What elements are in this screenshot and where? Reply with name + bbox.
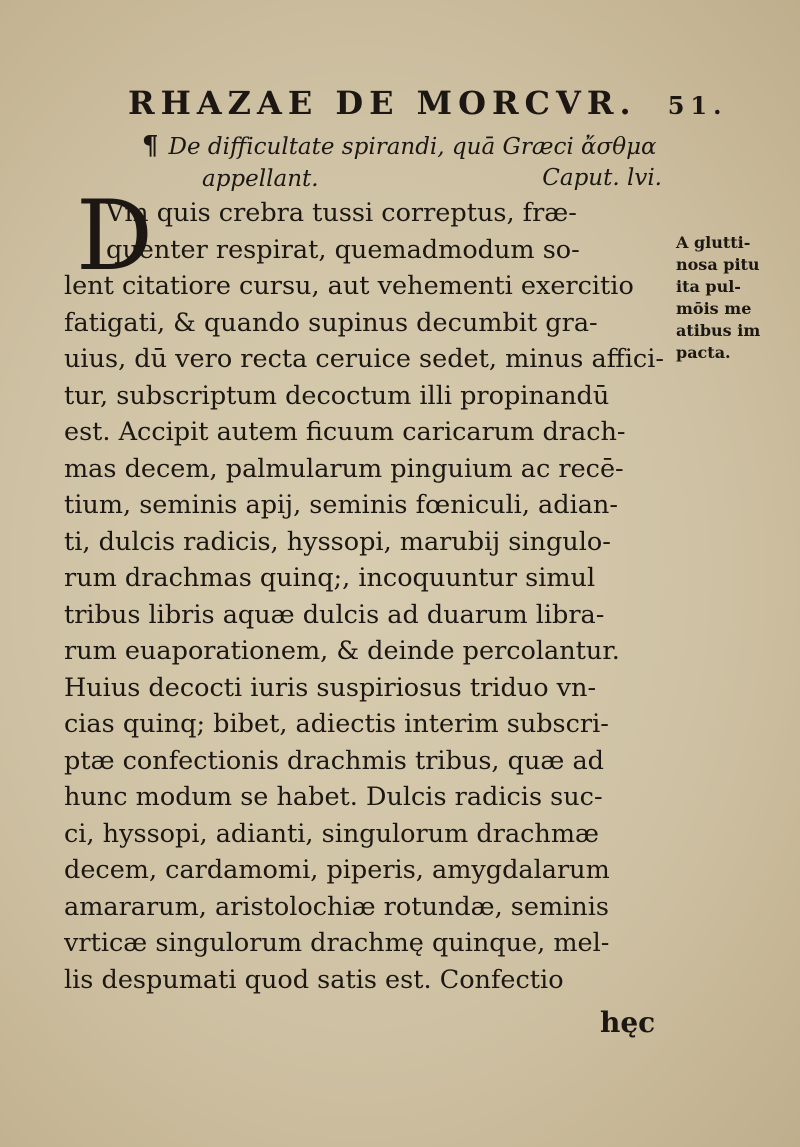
text-line: ti, dulcis radicis, hyssopi, marubij singulo- xyxy=(64,526,611,557)
text-line: hunc modum se habet. Dulcis radicis suc- xyxy=(64,782,603,812)
chapter-heading xyxy=(142,130,662,195)
text-line: ci, hyssopi, adianti, singulorum drachmæ xyxy=(64,818,600,849)
margin-note-line: ita pul- xyxy=(676,277,741,296)
catchword: hęc xyxy=(600,1006,656,1039)
text-line: amararum, aristolochiæ rotundæ, seminis xyxy=(64,891,609,922)
margin-note xyxy=(676,232,794,364)
chapter-heading-line1: De difficultate spirandi, quā Græci ἄσθμα xyxy=(168,134,657,160)
text-line: rum drachmas quinq;, incoquuntur simul xyxy=(64,563,596,593)
drop-cap: D xyxy=(76,180,153,292)
text-line: tribus libris aquæ dulcis ad duarum libra- xyxy=(64,599,605,630)
text-line: mas decem, palmularum pinguium ac recē- xyxy=(64,453,624,484)
text-line: vrticæ singulorum drachmę quinque, mel- xyxy=(64,928,610,958)
margin-note-line: mōis me xyxy=(676,299,752,318)
text-line: lent citatiore cursu, aut vehementi exercitio xyxy=(64,271,634,301)
chapter-heading-line2: appellant. xyxy=(202,166,319,192)
text-line: est. Accipit autem ficuum caricarum drach- xyxy=(64,417,626,447)
text-line: ptæ confectionis drachmis tribus, quæ ad xyxy=(64,745,604,776)
main-text xyxy=(64,195,664,998)
text-line: quenter respirat, quemadmodum so- xyxy=(106,234,580,265)
text-line: Huius decocti iuris suspiriosus triduo vn- xyxy=(64,672,597,703)
caput-label: Caput. lvi. xyxy=(542,165,662,191)
text-line: tium, seminis apij, seminis fœniculi, adian- xyxy=(64,490,618,520)
margin-note-line: A glutti- xyxy=(676,233,751,252)
pilcrow-icon: ¶ xyxy=(142,131,159,161)
text-line: tur, subscriptum decoctum illi propinandū xyxy=(64,380,610,411)
running-title: RHAZAE DE MORCVR. xyxy=(128,84,637,122)
margin-note-line: pacta. xyxy=(676,343,731,362)
margin-note-line: atibus im xyxy=(676,321,761,340)
text-line: lis despumati quod satis est. Confectio xyxy=(64,964,564,995)
text-line: Vm quis crebra tussi correptus, fræ- xyxy=(106,198,577,228)
folio-number: 51. xyxy=(667,91,728,120)
text-line: decem, cardamomi, piperis, amygdalarum xyxy=(64,855,610,885)
text-line: uius, dū vero recta ceruice sedet, minus affici- xyxy=(64,344,664,374)
margin-note-line: nosa pitu xyxy=(676,255,760,274)
text-line: rum euaporationem, & deinde percolantur. xyxy=(64,636,620,666)
text-line: fatigati, & quando supinus decumbit gra- xyxy=(64,307,598,338)
running-header xyxy=(128,84,727,122)
text-line: cias quinq; bibet, adiectis interim subscri- xyxy=(64,709,609,739)
